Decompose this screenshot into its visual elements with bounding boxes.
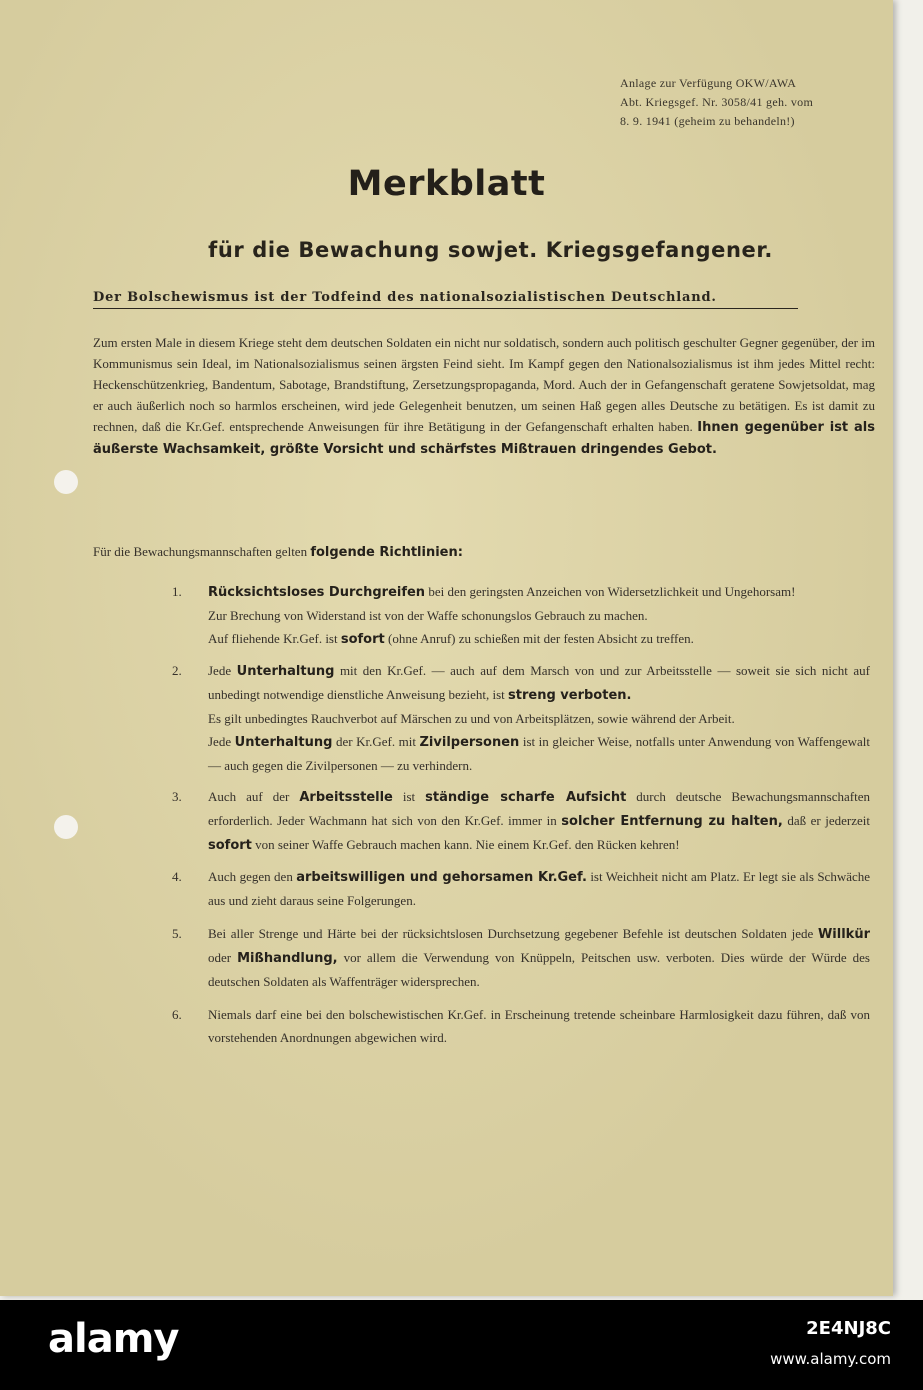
emphasis-text: Arbeitsstelle — [299, 790, 393, 805]
item-paragraph — [208, 785, 870, 857]
annex-line: 8. 9. 1941 (geheim zu behandeln!) — [620, 114, 795, 128]
body-text: Niemals darf eine bei den bolschewistischen Kr.Gef. in Erscheinung tretende scheinbare Harmlosigkeit dazu führen, daß von vorstehenden Anordnungen abgewichen wird. — [208, 1007, 870, 1045]
punch-hole — [54, 815, 78, 839]
body-text: daß er jederzeit — [782, 813, 871, 828]
body-text: ist — [392, 789, 426, 804]
document-title: Merkblatt — [347, 164, 546, 204]
annex-line: Abt. Kriegsgef. Nr. 3058/41 geh. vom — [620, 95, 814, 109]
guideline-item — [160, 922, 870, 993]
body-text: Jede — [208, 663, 237, 678]
guideline-item — [160, 1003, 870, 1049]
item-paragraph — [208, 580, 870, 604]
body-text: ist Weichheit nicht am Platz. Er legt sie als Schwäche aus und zieht daraus seine Folgerungen. — [208, 869, 871, 908]
emphasis-text: Unterhaltung — [234, 735, 333, 750]
body-text: Auch auf der — [208, 789, 300, 804]
body-text: ist in gleicher Weise, notfalls unter Anwendung von Waffengewalt — auch gegen die Zivilpersonen — zu verhindern. — [208, 734, 870, 773]
body-text: Zur Brechung von Widerstand ist von der Waffe schonungslos Gebrauch zu machen. — [208, 608, 648, 623]
guideline-item — [160, 659, 870, 777]
emphasis-text: solcher Entfernung zu halten, — [561, 814, 783, 829]
item-paragraph — [208, 1003, 870, 1049]
intro-text: Zum ersten Male in diesem Kriege steht dem deutschen Soldaten ein nicht nur soldatisch, sondern auch politisch geschulter Gegner gegenüber, der im Kommunismus sein Ideal, im Nationalsozialismus seinen ärgsten Feind sieht. Im Kampf gegen den Nationalsozialismus ist ihm jedes Mittel recht: Heckenschützenkrieg, Bandentum, Sabotage, Brandstiftung, Zersetzungspropaganda, Mord. Auch der in Gefangenschaft geratene Sowjetsoldat, mag er auch äußerlich noch so harmlos erscheinen, wird jede Gelegenheit benutzen, um seinen Haß gegen alles Deutsche zu betätigen. Es ist damit zu rechnen, daß die Kr.Gef. entsprechende Anweisungen für ihre Betätigung in der Gefangenschaft erhalten haben. — [93, 335, 875, 434]
item-number: 4. — [172, 869, 182, 884]
annex-line: Anlage zur Verfügung OKW/AWA — [620, 76, 797, 90]
emphasis-text: arbeitswilligen und gehorsamen Kr.Gef. — [296, 870, 587, 885]
body-text: durch deutsche Bewachungsmannschaften erforderlich. Jeder Wachmann hat sich von den Kr.Gef. immer in — [208, 789, 870, 828]
body-text: von seiner Waffe Gebrauch machen kann. Nie einem Kr.Gef. den Rücken kehren! — [251, 837, 680, 852]
item-paragraph — [208, 922, 870, 993]
emphasis-text: sofort — [340, 632, 385, 647]
intro-paragraph — [93, 332, 875, 460]
guideline-item — [160, 580, 870, 651]
item-paragraph — [208, 659, 870, 707]
guideline-list — [160, 580, 870, 1049]
item-paragraph — [208, 865, 870, 912]
item-paragraph — [208, 707, 870, 730]
body-text: bei den geringsten Anzeichen von Widersetzlichkeit und Ungehorsam! — [425, 584, 796, 599]
image-id: 2E4NJ8C — [806, 1318, 891, 1339]
annex-note — [620, 74, 813, 131]
lead-text: Für die Bewachungsmannschaften gelten — [93, 544, 308, 559]
emphasis-text: Willkür — [817, 927, 870, 942]
item-paragraph — [208, 627, 870, 651]
body-text: Jede — [208, 734, 235, 749]
item-paragraph — [208, 730, 870, 777]
body-text: oder — [208, 950, 238, 965]
body-text: Auch gegen den — [208, 869, 297, 884]
body-text: (ohne Anruf) zu schießen mit der festen Absicht zu treffen. — [384, 631, 694, 646]
body-text: Auf fliehende Kr.Gef. ist — [208, 631, 341, 646]
site-url: www.alamy.com — [770, 1350, 891, 1368]
intro-emphasis: Ihnen gegenüber ist als äußerste Wachsamkeit, größte Vorsicht und schärfstes Mißtrauen dringendes Gebot. — [93, 420, 875, 457]
item-number: 1. — [172, 584, 182, 599]
emphasis-text: Rücksichtsloses Durchgreifen — [208, 585, 426, 600]
emphasis-text: Zivilpersonen — [419, 735, 520, 750]
emphasis-text: Unterhaltung — [236, 664, 335, 679]
guideline-item — [160, 865, 870, 912]
punch-hole — [54, 470, 78, 494]
body-text: mit den Kr.Gef. — auch auf dem Marsch von und zur Arbeitsstelle — soweit sie sich nicht auf unbedingt notwendige dienstliche Anweisung bezieht, ist — [208, 663, 870, 702]
brand-logo: alamy — [48, 1316, 179, 1362]
body-text: vor allem die Verwendung von Knüppeln, Peitschen usw. verboten. Dies würde der Würde des deutschen Soldaten als Waffenträger widersprechen. — [208, 950, 870, 989]
body-text: Es gilt unbedingtes Rauchverbot auf Märschen zu und von Arbeitsplätzen, sowie während der Arbeit. — [208, 711, 735, 726]
lead-emphasis: folgende Richtlinien: — [310, 545, 463, 560]
item-number: 6. — [172, 1007, 182, 1022]
item-number: 3. — [172, 789, 182, 804]
body-text: Bei aller Strenge und Härte bei der rücksichtslosen Durchsetzung gegebener Befehle ist deutschen Soldaten jede — [208, 926, 818, 941]
emphasis-text: ständige scharfe Aufsicht — [425, 790, 627, 805]
document-headline: Der Bolschewismus ist der Todfeind des nationalsozialistischen Deutschland. — [93, 290, 798, 309]
emphasis-text: Mißhandlung, — [237, 951, 338, 966]
emphasis-text: streng verboten. — [508, 688, 632, 703]
item-number: 2. — [172, 663, 182, 678]
emphasis-text: sofort — [208, 838, 252, 853]
document-subtitle: für die Bewachung sowjet. Kriegsgefangener. — [208, 238, 773, 262]
guidelines-lead — [93, 544, 463, 560]
item-number: 5. — [172, 926, 182, 941]
item-paragraph — [208, 604, 870, 627]
guideline-item — [160, 785, 870, 857]
body-text: der Kr.Gef. mit — [332, 734, 420, 749]
